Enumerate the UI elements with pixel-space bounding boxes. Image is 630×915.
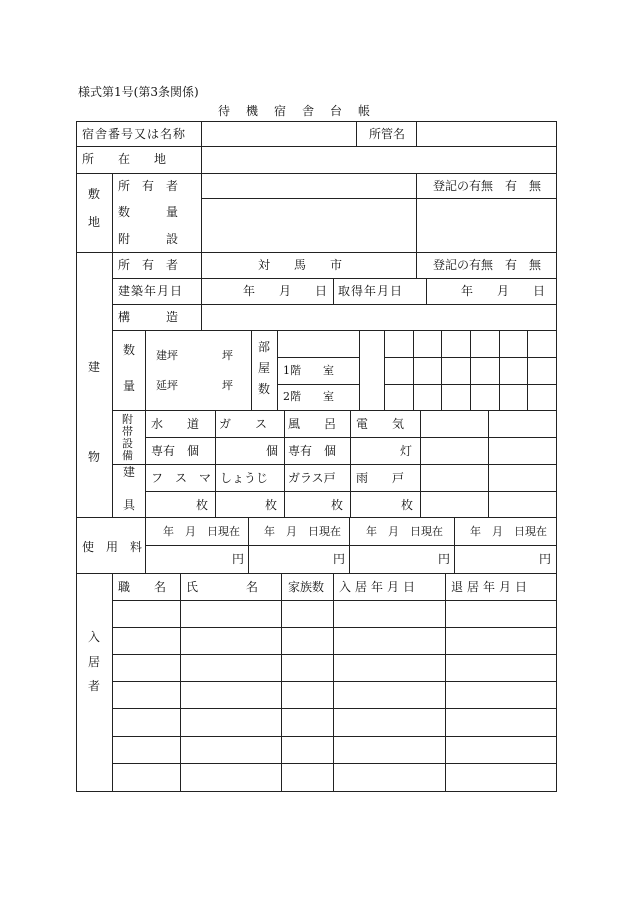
shoji-label: しょうじ xyxy=(220,471,269,485)
col-move-out-date: 退居年月日 xyxy=(451,580,532,594)
yen-1: 円 xyxy=(232,552,245,566)
location-label: 所 在 地 xyxy=(82,152,167,166)
storm-door-label: 雨 戸 xyxy=(356,471,405,485)
col-move-in-date: 入居年月日 xyxy=(339,580,420,594)
residents-group-label: 入 居 者 xyxy=(88,630,125,693)
office-label: 所管名 xyxy=(369,127,406,141)
building-registration: 登記の有無 有 無 xyxy=(433,258,542,272)
land-registration: 登記の有無 有 無 xyxy=(433,179,542,193)
land-facility-label: 附 設 xyxy=(118,232,179,246)
floor-area: 建坪 坪 xyxy=(156,349,233,362)
dorm-name-label: 宿舎番号又は名称 xyxy=(82,127,187,141)
quantity-label-1: 数 xyxy=(123,343,136,357)
building-owner-label: 所 有 者 xyxy=(118,258,179,272)
col-name: 氏 名 xyxy=(186,580,259,594)
room-count-label: 部屋数 xyxy=(258,340,271,396)
structure-label: 構 造 xyxy=(118,310,179,324)
glass-door-sheets: 枚 xyxy=(331,498,344,512)
as-of-4: 年 月 日現在 xyxy=(470,525,547,538)
yen-2: 円 xyxy=(333,552,346,566)
fittings-label-2: 具 xyxy=(123,498,136,512)
yen-4: 円 xyxy=(539,552,552,566)
quantity-label-2: 量 xyxy=(123,379,136,393)
bath-label: 風 呂 xyxy=(288,417,337,431)
acquired-date-label: 取得年月日 xyxy=(338,284,404,298)
fusuma-sheets: 枚 xyxy=(196,498,209,512)
land-quantity-label: 数 量 xyxy=(118,205,179,219)
building-group-label: 建 物 xyxy=(88,360,125,464)
floor1-rooms: 1階 室 xyxy=(283,364,334,377)
col-family-count: 家族数 xyxy=(288,580,325,594)
water-label: 水 道 xyxy=(151,417,200,431)
fusuma-label: フ ス マ xyxy=(151,471,212,485)
equipment-label: 附帯設備 xyxy=(122,413,133,462)
built-date-label: 建築年月日 xyxy=(118,284,184,298)
total-area: 延坪 坪 xyxy=(156,379,233,392)
floor2-rooms: 2階 室 xyxy=(283,390,334,403)
as-of-1: 年 月 日現在 xyxy=(163,525,240,538)
col-job-title: 職 名 xyxy=(118,580,167,594)
storm-door-sheets: 枚 xyxy=(401,498,414,512)
shoji-sheets: 枚 xyxy=(265,498,278,512)
land-owner-label: 所 有 者 xyxy=(118,179,179,193)
owned-units-1: 専有 個 xyxy=(151,444,200,458)
built-date-value: 年 月 日 xyxy=(243,284,328,298)
usage-fee-label: 使 用 料 xyxy=(82,540,143,554)
glass-door-label: ガラス戸 xyxy=(288,471,336,485)
yen-3: 円 xyxy=(438,552,451,566)
acquired-date-value: 年 月 日 xyxy=(461,284,546,298)
as-of-3: 年 月 日現在 xyxy=(366,525,443,538)
lamp-label: 灯 xyxy=(400,444,413,458)
electric-label: 電 気 xyxy=(356,417,405,431)
owned-units-2: 専有 個 xyxy=(288,444,337,458)
land-group-label: 敷 地 xyxy=(88,187,113,229)
building-owner-value: 対 馬 市 xyxy=(258,258,343,272)
gas-label: ガ ス xyxy=(219,417,268,431)
ledger-title: 待 機 宿 舎 台 帳 xyxy=(218,104,373,118)
fittings-label-1: 建 xyxy=(123,465,136,479)
form-number: 様式第1号(第3条関係) xyxy=(78,85,199,99)
as-of-2: 年 月 日現在 xyxy=(264,525,341,538)
units-label: 個 xyxy=(266,444,279,458)
